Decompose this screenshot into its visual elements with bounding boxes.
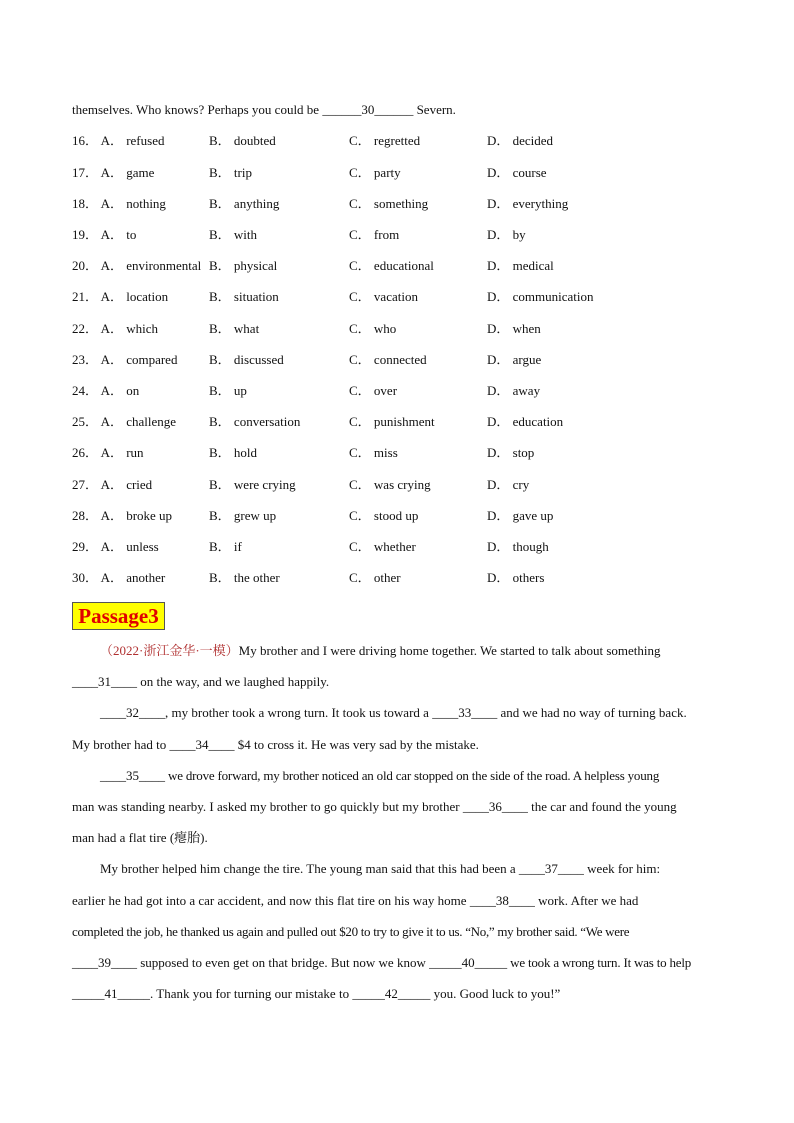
answer-blank: _____41_____ [72,986,150,1001]
passage-text-line [72,861,722,877]
line-text: man had a flat tire (瘪胎). [72,830,208,845]
question-number-and-option-a: 20． A． environmental [72,258,202,273]
question-number-and-option-a: 19． A． to [72,227,137,242]
answer-blank: ____36____ [462,799,528,814]
option-d: D． medical [487,258,554,273]
option-b: B． conversation [209,414,301,429]
option-c: C． connected [349,352,427,367]
line-text: . Thank you for turning our mistake to [150,986,353,1001]
option-d: D． others [487,570,545,585]
line-text: and we had no way of turning back. [497,705,687,720]
option-b: B． situation [209,289,279,304]
passage-text-line [72,737,722,753]
passage-text-line [72,705,722,721]
option-c: C． other [349,570,401,585]
option-d: D． course [487,165,547,180]
option-d: D． everything [487,196,569,211]
line-text: My brother had to [72,737,170,752]
option-d: D． by [487,227,526,242]
passage-text-line [72,924,722,940]
passage-text-line [72,799,722,815]
option-d: D． though [487,539,549,554]
question-number-and-option-a: 25． A． challenge [72,414,177,429]
option-b: B． grew up [209,508,277,523]
line-text: on the way, and we laughed happily. [137,674,330,689]
passage-text-line [72,893,722,909]
answer-blank: ____37____ [518,861,584,876]
line-text: you. Good luck to you!” [430,986,561,1001]
option-d: D． communication [487,289,594,304]
passage-text-line [72,643,722,659]
option-c: C． something [349,196,429,211]
option-c: C． educational [349,258,434,273]
option-d: D． argue [487,352,542,367]
source-tag: （2022·浙江金华·一模） [100,643,239,658]
question-number-and-option-a: 21． A． location [72,289,169,304]
line-text: completed the job, he thanked us again and pulled out $20 to try to give it to us. “No,” my brother said. “We were [72,924,630,939]
answer-blank: _____42_____ [352,986,431,1001]
option-c: C． party [349,165,401,180]
option-d: D． education [487,414,564,429]
question-number-and-option-a: 18． A． nothing [72,196,166,211]
line-text: supposed to even get on that bridge. But now we know [137,955,430,970]
answer-blank: ____35____ [100,768,165,783]
answer-blank: ______30______ [322,102,414,117]
answer-blank: ____31____ [72,674,137,689]
question-number-and-option-a: 23． A． compared [72,352,178,367]
line-text: work. After we had [534,893,639,908]
question-number-and-option-a: 28． A． broke up [72,508,173,523]
option-b: B． discussed [209,352,284,367]
option-c: C． from [349,227,400,242]
option-c: C． over [349,383,398,398]
option-b: B． doubted [209,133,276,148]
answer-blank: ____34____ [169,737,235,752]
passage-text-line [72,830,722,846]
option-c: C． stood up [349,508,419,523]
line-text: the car and found the young [527,799,677,814]
passage-text-line [72,768,722,784]
passage-text-line [72,102,456,118]
option-c: C． punishment [349,414,435,429]
passage-text-line [72,986,722,1002]
option-c: C． was crying [349,477,431,492]
line-text: Severn. [413,102,456,117]
line-text: man was standing nearby. I asked my brother to go quickly but my brother [72,799,463,814]
passage-heading: Passage3 [72,602,165,630]
question-number-and-option-a: 17． A． game [72,165,155,180]
option-d: D． away [487,383,541,398]
answer-blank: ____32____ [100,705,165,720]
option-b: B． were crying [209,477,296,492]
line-text: $4 to cross it. He was very sad by the mistake. [234,737,479,752]
option-c: C． regretted [349,133,421,148]
question-number-and-option-a: 24． A． on [72,383,140,398]
option-b: B． anything [209,196,280,211]
answer-blank: ____38____ [469,893,535,908]
option-c: C． vacation [349,289,418,304]
option-c: C． whether [349,539,416,554]
question-number-and-option-a: 16． A． refused [72,133,165,148]
line-text: My brother and I were driving home together. We started to talk about something [238,643,661,658]
answer-blank: ____33____ [432,705,498,720]
option-d: D． cry [487,477,530,492]
option-b: B． up [209,383,247,398]
line-text: earlier he had got into a car accident, and now this flat tire on his way home [72,893,470,908]
option-c: C． who [349,321,397,336]
line-text: week for him: [583,861,661,876]
option-d: D． gave up [487,508,554,523]
option-c: C． miss [349,445,398,460]
option-b: B． with [209,227,258,242]
line-text: we took a wrong turn. It was to help [507,955,692,970]
option-b: B． trip [209,165,252,180]
question-number-and-option-a: 22． A． which [72,321,158,336]
line-text: My brother helped him change the tire. The young man said that this had been a [100,861,519,876]
option-d: D． stop [487,445,535,460]
option-d: D． decided [487,133,554,148]
question-number-and-option-a: 29． A． unless [72,539,159,554]
line-text: we drove forward, my brother noticed an old car stopped on the side of the road. A helpless young [165,768,660,783]
option-b: B． if [209,539,242,554]
passage-text-line [72,955,722,971]
option-b: B． what [209,321,260,336]
option-b: B． the other [209,570,280,585]
answer-blank: _____40_____ [429,955,508,970]
question-number-and-option-a: 26． A． run [72,445,144,460]
option-b: B． physical [209,258,278,273]
question-number-and-option-a: 27． A． cried [72,477,153,492]
answer-blank: ____39____ [72,955,137,970]
option-b: B． hold [209,445,258,460]
line-text: , my brother took a wrong turn. It took us toward a [165,705,433,720]
question-number-and-option-a: 30． A． another [72,570,166,585]
passage-text-line [72,674,722,690]
option-d: D． when [487,321,541,336]
line-text: themselves. Who knows? Perhaps you could be [72,102,323,117]
